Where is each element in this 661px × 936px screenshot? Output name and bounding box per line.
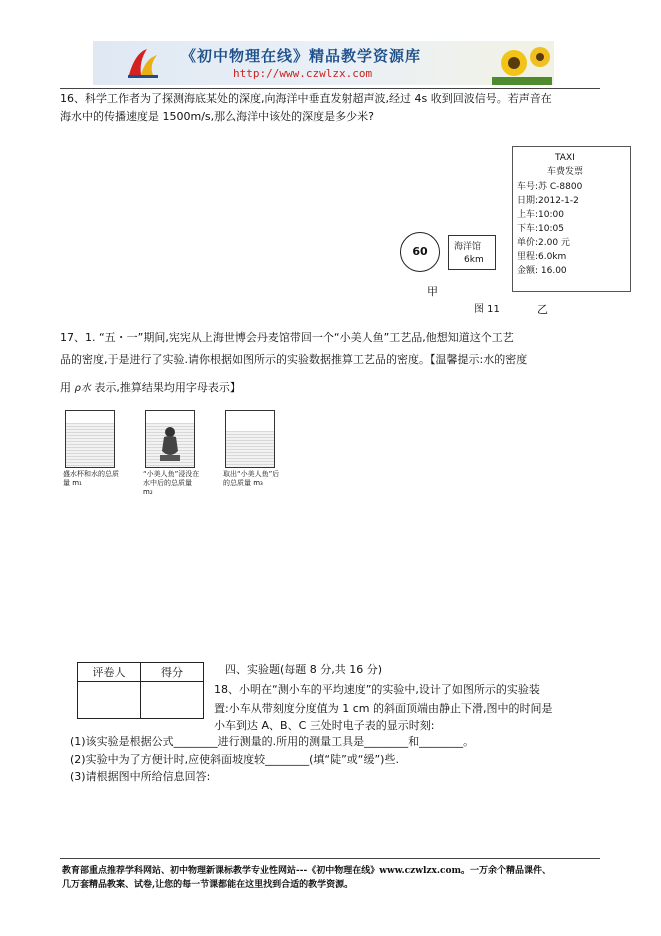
q16-line2: 海水中的传播速度是 1500m/s,那么海洋中该处的深度是多少米? [60,110,374,123]
cup3-caption: 取出“小美人鱼”后的总质量 m₃ [223,470,280,487]
label-jia: 甲 [427,285,438,298]
q16-line1: 16、科学工作者为了探测海底某处的深度,向海洋中垂直发射超声波,经过 4s 收到回波信号。若声音在 [60,92,552,105]
destination-sign [448,235,496,270]
receipt-amount: 金额: 16.00 [517,266,567,276]
banner-url[interactable]: http://www.czwlzx.com [233,67,373,80]
taxi-receipt [512,146,631,292]
q17-line1: 17、1. “五・一”期间,宪宪从上海世博会丹麦馆带回一个“小美人鱼”工艺品,他想知道这个工艺 [60,331,514,344]
score-header-grader: 评卷人 [78,663,141,682]
q17-line3-prefix: 用 [60,381,71,394]
mermaid-figurine-icon [156,425,184,463]
header-banner [93,41,554,85]
score-table [77,662,204,719]
receipt-subtitle: 车费发票 [547,167,584,177]
cup-water-full [65,410,115,468]
score-cell[interactable] [141,682,204,719]
label-yi: 乙 [537,303,548,316]
q18-sub1: (1)该实验是根据公式________进行测量的.所用的测量工具是________和________。 [70,735,475,748]
receipt-mileage: 里程:6.0km [517,252,567,262]
q17-line3 [60,378,241,399]
figure11-caption: 图 11 [474,304,500,315]
site-logo-icon [125,45,161,81]
destination-name: 海洋馆 [454,242,482,252]
receipt-unit-price: 单价:2.00 元 [517,238,570,248]
q18-sub3: (3)请根据图中所给信息回答: [70,770,211,783]
grader-cell[interactable] [78,682,141,719]
receipt-date: 日期:2012-1-2 [517,196,579,206]
receipt-plate: 车号:苏 C-8800 [517,182,583,192]
q17-line2: 品的密度,于是进行了实验.请你根据如图所示的实验数据推算工艺品的密度。【温馨提示:水的密度 [60,353,528,366]
cup1-caption: 盛水杯和水的总质量 m₁ [63,470,119,487]
speed-limit-sign: 60 [400,232,440,272]
q18-sub2: (2)实验中为了方便计时,应使斜面坡度较________(填“陡”或“缓”)些. [70,753,399,766]
score-header-score: 得分 [141,663,204,682]
cup2-caption: “小美人鱼”浸没在水中后的总质量 m₂ [143,470,200,496]
cup-after-removal [225,410,275,468]
sunflower-icon [492,43,552,85]
section4-title: 四、实验题(每题 8 分,共 16 分) [225,663,383,676]
receipt-alight-time: 下车:10:05 [517,224,564,234]
q18-line1: 18、小明在“测小车的平均速度”的实验中,设计了如图所示的实验装 [214,683,540,696]
footer-rule [60,858,600,859]
receipt-board-time: 上车:10:00 [517,210,564,220]
destination-distance: 6km [464,255,484,265]
q18-line2: 置:小车从带刻度分度值为 1 cm 的斜面顶端由静止下滑,图中的时间是 [214,702,553,715]
footer-line1: 教育部重点推荐学科网站、初中物理新课标教学专业性网站---《初中物理在线》www.czwlzx.com。一万余个精品课件、 [62,866,552,876]
water-level [226,431,274,467]
q17-line3-suffix: 表示,推算结果均用字母表示】 [94,381,241,394]
receipt-title: TAXI [555,153,575,163]
water-level [66,423,114,467]
footer-line2: 几万套精品教案、试卷,让您的每一节课都能在这里找到合适的教学资源。 [62,880,354,890]
cup-with-mermaid [145,410,195,468]
rho-water-symbol: ρ水 [74,383,91,394]
banner-title: 《初中物理在线》精品教学资源库 [181,47,422,65]
q18-line3: 小车到达 A、B、C 三处时电子表的显示时刻: [214,719,435,732]
